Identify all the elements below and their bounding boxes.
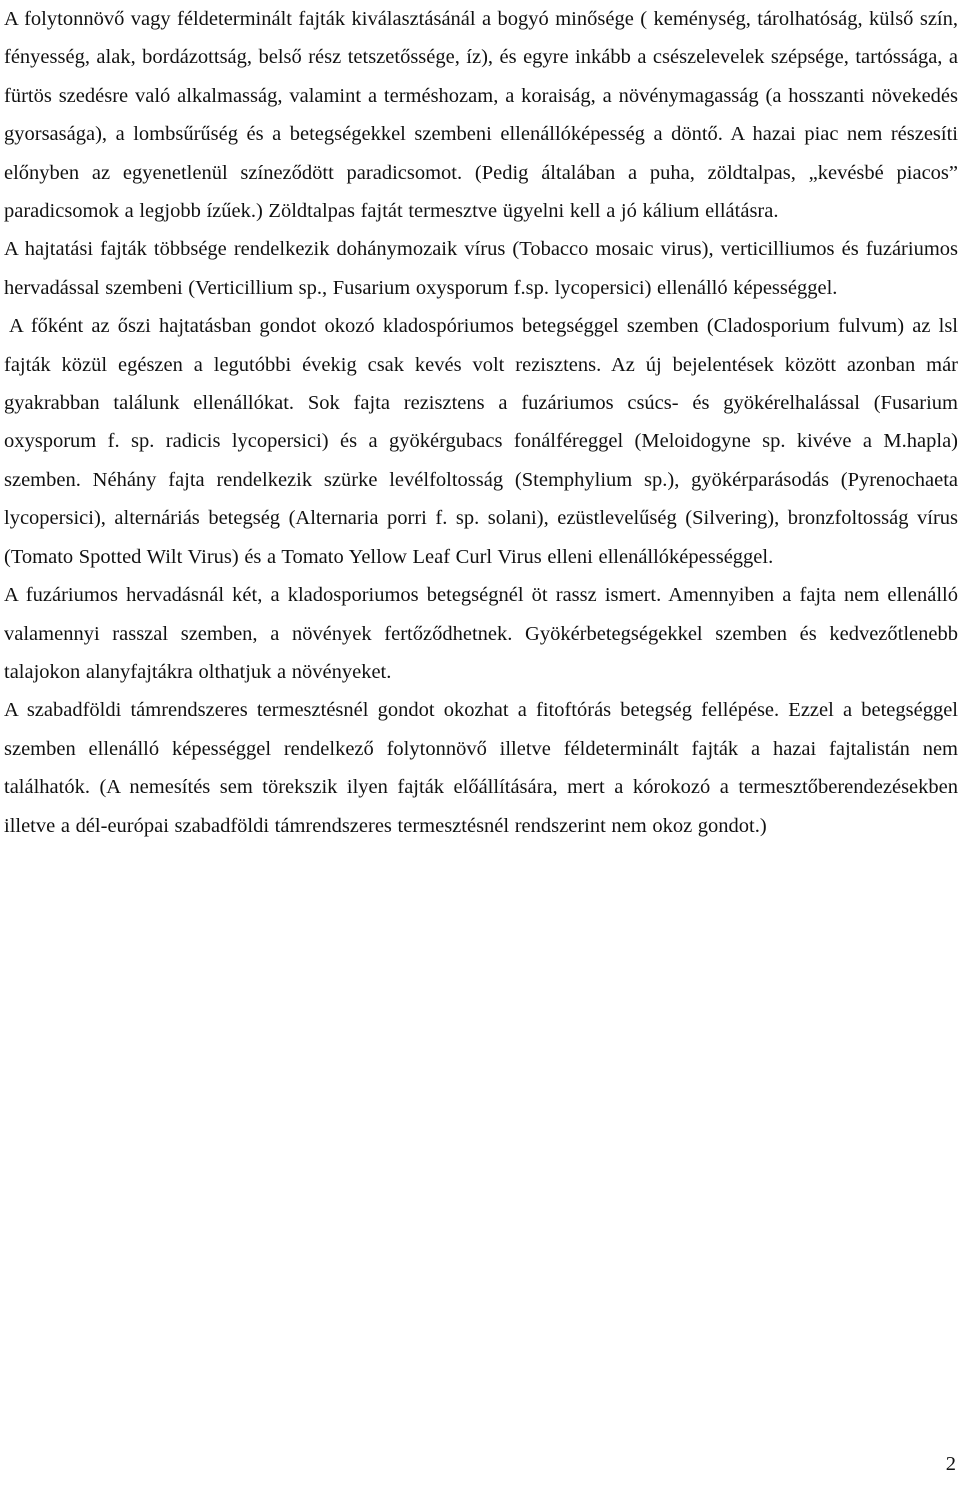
paragraph-races-rootstock: A fuzáriumos hervadásnál két, a kladosporiumos betegségnél öt rassz ismert. Amennyiben a fajta nem ellenálló valamennyi rasszal szemben, a növények fertőződhetnek. Gyökérbetegségekkel szemben és kedvezőtlenebb talajokon alanyfajtákra olthatjuk a növényeket. <box>4 584 958 683</box>
document-page <box>4 0 958 845</box>
paragraph-cultivar-selection: A folytonnövő vagy féldeterminált fajták kiválasztásánál a bogyó minősége ( keménység, tárolhatóság, külső szín, fényesség, alak, bordázottság, belső rész tetszetőssége, íz), és egyre inkább a csészelevelek szépsége, tartóssága, a fürtös szedésre való alkalmasság, valamint a terméshozam, a koraiság, a növénymagasság (a hosszanti növekedés gyorsasága), a lombsűrűség és a betegségekkel szembeni ellenállóképesség a döntő. A hazai piac nem részesíti előnyben az egyenetlenül színeződött paradicsomot. (Pedig általában a puha, zöldtalpas, „kevésbé piacos” paradicsomok a legjobb ízűek.) Zöldtalpas fajtát termesztve ügyelni kell a jó kálium ellátásra. <box>4 8 958 223</box>
paragraph-cladosporium-resistance: A főként az őszi hajtatásban gondot okozó kladospóriumos betegséggel szemben (Cladosporium fulvum) az lsl fajták közül egészen a legutóbbi évekig csak kevés volt rezisztens. Az új bejelentések között azonban már gyakrabban találunk ellenállókat. Sok fajta rezisztens a fuzáriumos csúcs- és gyökérelhalással (Fusarium oxysporum f. sp. radicis lycopersici) és a gyökérgubacs fonálféreggel (Meloidogyne sp. kivéve a M.hapla) szemben. Néhány fajta rendelkezik szürke levélfoltosság (Stemphylium sp.), gyökérparásodás (Pyrenochaeta lycopersici), alternáriás betegség (Alternaria porri f. sp. solani), ezüstlevelűség (Silvering), bronzfoltosság vírus (Tomato Spotted Wilt Virus) és a Tomato Yellow Leaf Curl Virus elleni ellenállóképességgel. <box>4 315 958 568</box>
paragraph-field-phytophthora: A szabadföldi támrendszeres termesztésnél gondot okozhat a fitoftórás betegség fellépése. Ezzel a betegséggel szemben ellenálló képességgel rendelkező folytonnövő illetve féldeterminált fajták a hazai fajtalistán nem találhatók. (A nemesítés sem törekszik ilyen fajták előállítására, mert a kórokozó a termesztőberendezésekben illetve a dél-európai szabadföldi támrendszeres termesztésnél rendszerint nem okoz gondot.) <box>4 699 958 837</box>
paragraph-greenhouse-resistance: A hajtatási fajták többsége rendelkezik dohánymozaik vírus (Tobacco mosaic virus), verticilliumos és fuzáriumos hervadással szembeni (Verticillium sp., Fusarium oxysporum f.sp. lycopersici) ellenálló képességgel. <box>4 238 958 299</box>
page-number: 2 <box>945 1453 956 1475</box>
